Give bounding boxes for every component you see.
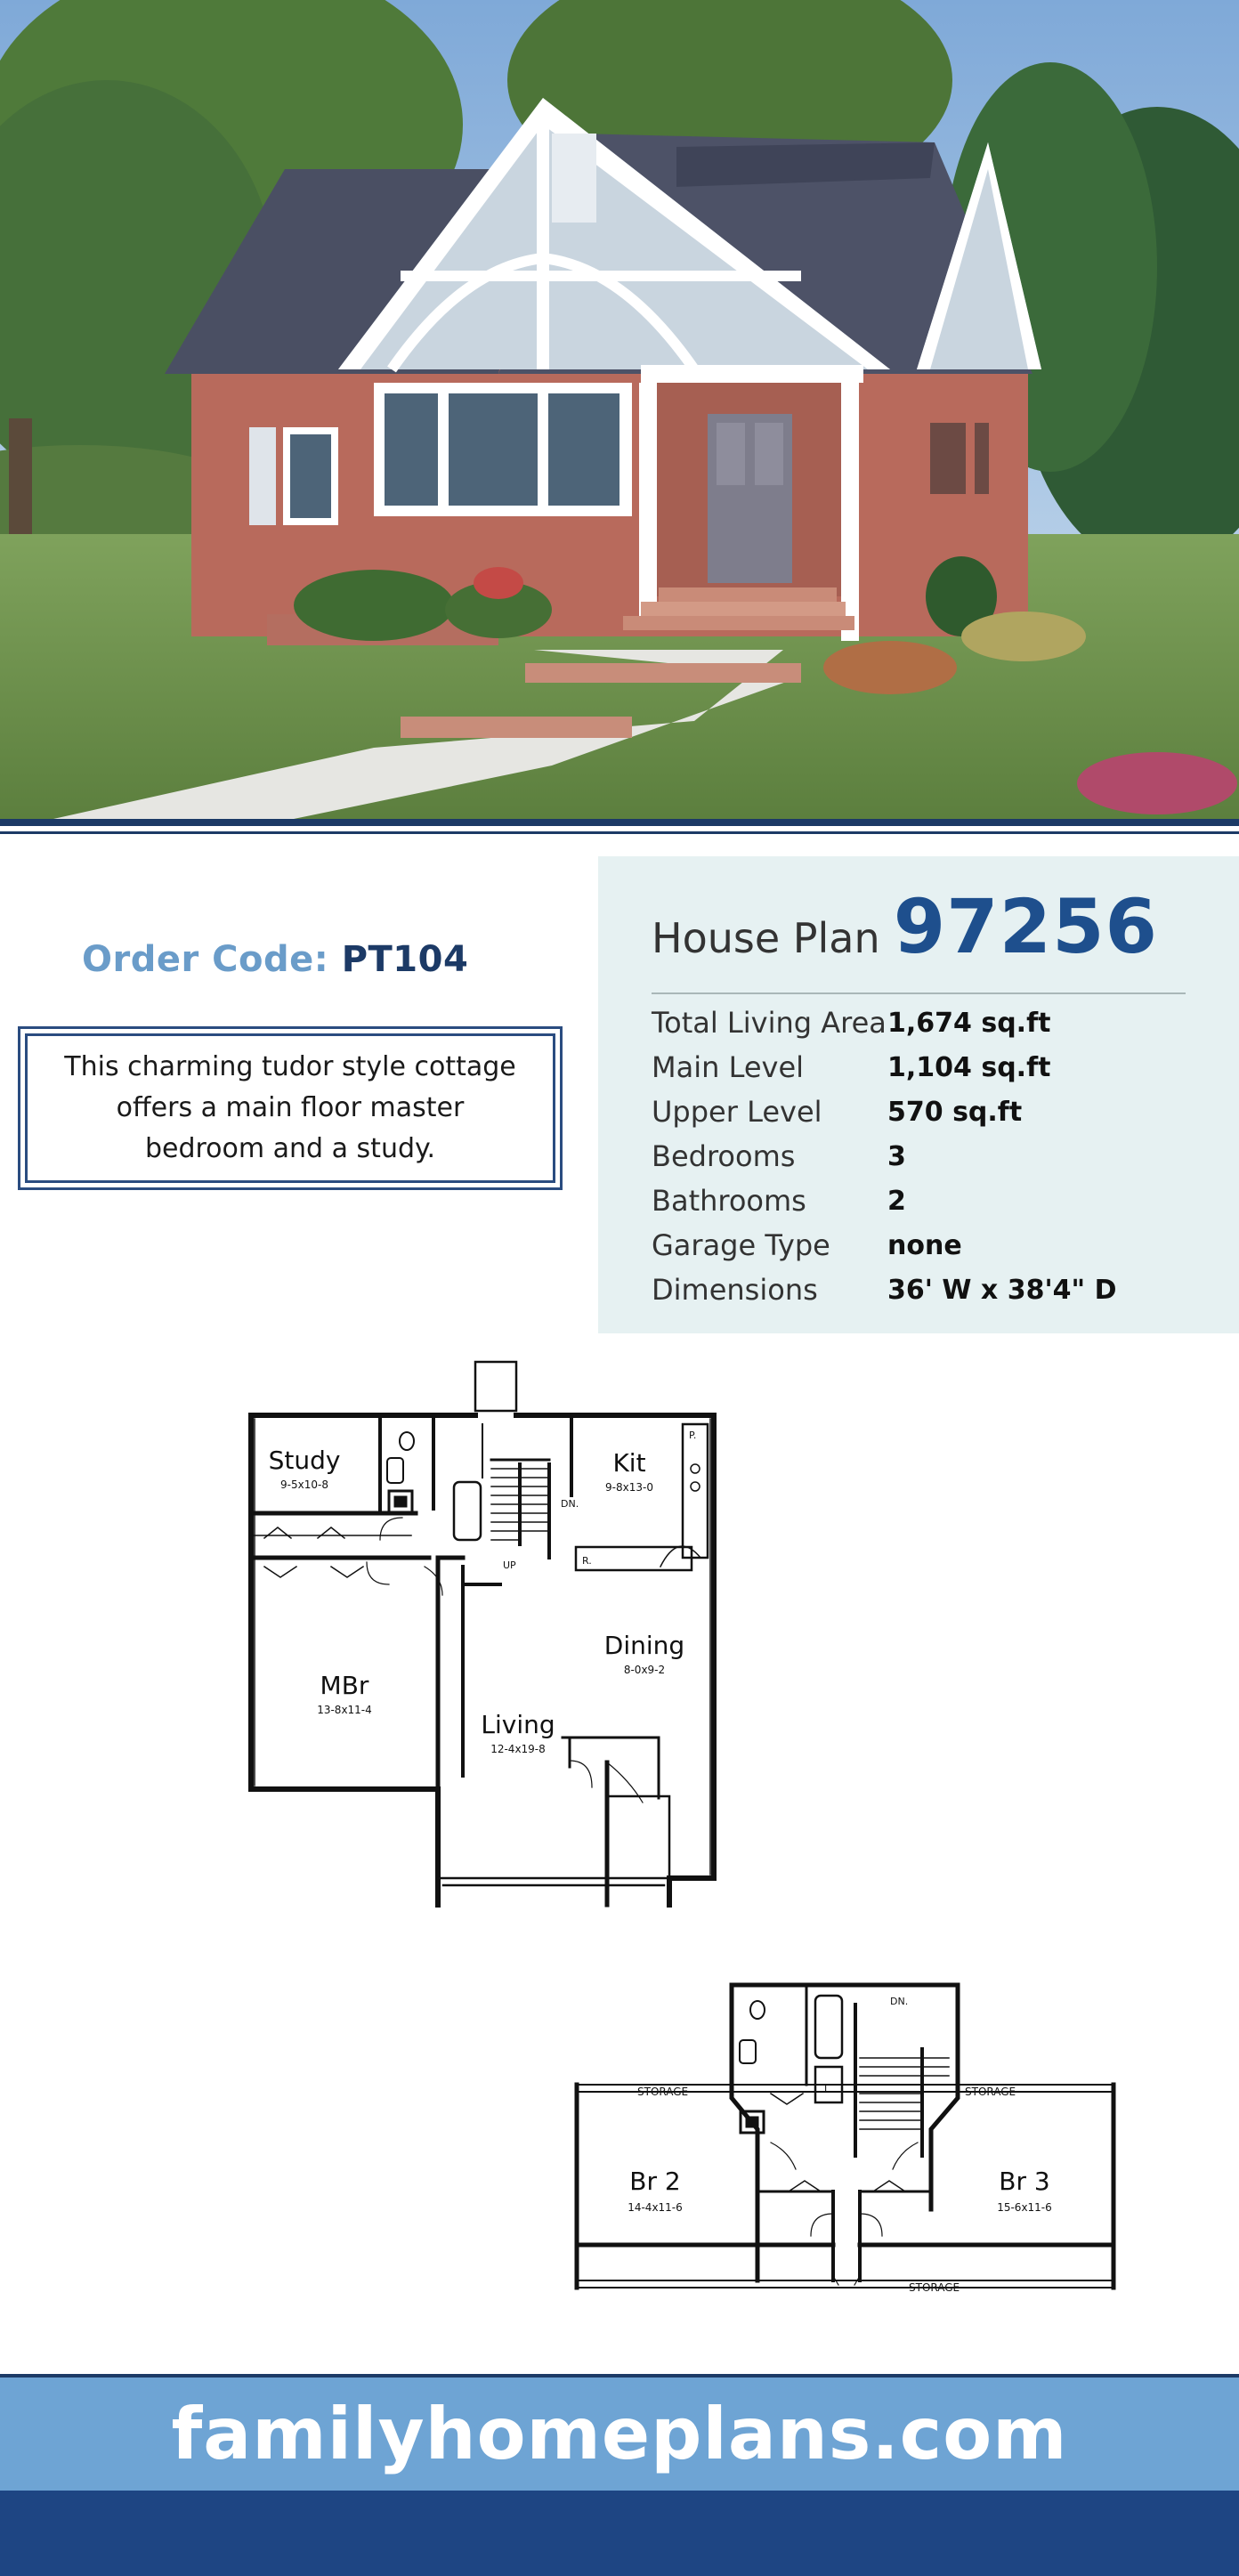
- spec-list: [652, 1000, 1203, 1312]
- fridge-tag: R.: [582, 1555, 592, 1567]
- room-size-dining: 8-0x9-2: [623, 1664, 666, 1676]
- plan-label: House Plan: [652, 914, 880, 962]
- room-label-br2: Br 2: [629, 2167, 681, 2196]
- spec-row: [652, 1268, 1203, 1312]
- spec-value: 1,104 sq.ft: [887, 1051, 1051, 1083]
- room-label-dining: Dining: [603, 1631, 685, 1660]
- house-exterior-render: [0, 0, 1239, 819]
- spec-key: Upper Level: [652, 1095, 822, 1129]
- hero-divider-thin: [0, 831, 1239, 834]
- spec-value: 36' W x 38'4" D: [887, 1274, 1117, 1306]
- spec-key: Bathrooms: [652, 1184, 806, 1218]
- order-code: [82, 939, 545, 980]
- storage-tag-left: STORAGE: [637, 2086, 689, 2098]
- spec-value: 2: [887, 1185, 906, 1217]
- room-label-mbr: MBr: [320, 1671, 369, 1700]
- spec-key: Total Living Area: [652, 1006, 887, 1040]
- room-label-br3: Br 3: [999, 2167, 1050, 2196]
- footer-band: [0, 2378, 1239, 2491]
- spec-key: Garage Type: [652, 1228, 830, 1262]
- room-size-kit: 9-8x13-0: [605, 1481, 653, 1494]
- spec-value: 570 sq.ft: [887, 1096, 1023, 1128]
- spec-key: Bedrooms: [652, 1139, 796, 1173]
- spec-row: [652, 1179, 1203, 1223]
- room-size-living: 12-4x19-8: [490, 1743, 546, 1755]
- spec-value: 3: [887, 1140, 906, 1172]
- spec-row: [652, 1045, 1203, 1090]
- footer-bottom-bar: [0, 2491, 1239, 2576]
- spec-row: [652, 1000, 1203, 1045]
- spec-row: [652, 1134, 1203, 1179]
- description-box: [18, 1026, 563, 1190]
- storage-tag-right: STORAGE: [965, 2086, 1016, 2098]
- plan-specs-panel: [598, 856, 1239, 1333]
- room-size-br3: 15-6x11-6: [997, 2201, 1052, 2214]
- spec-divider: [652, 992, 1186, 994]
- stair-down-tag: DN.: [561, 1498, 579, 1510]
- room-size-mbr: 13-8x11-4: [317, 1704, 372, 1716]
- storage-tag-bottom: STORAGE: [909, 2281, 960, 2294]
- hero-divider-thick: [0, 819, 1239, 826]
- room-size-study: 9-5x10-8: [280, 1478, 328, 1491]
- plan-heading: [652, 883, 1158, 970]
- pantry-tag: P.: [689, 1430, 697, 1441]
- stair-down-tag: DN.: [890, 1996, 909, 2007]
- stair-up-tag: UP: [503, 1559, 516, 1571]
- order-code-value: PT104: [341, 939, 469, 980]
- plan-number: 97256: [893, 883, 1158, 970]
- spec-row: [652, 1090, 1203, 1134]
- description-text: This charming tudor style cottage offers a main floor master bedroom and a study.: [25, 1033, 555, 1183]
- spec-key: Dimensions: [652, 1273, 818, 1307]
- room-size-br2: 14-4x11-6: [628, 2201, 683, 2214]
- spec-value: none: [887, 1229, 962, 1261]
- spec-key: Main Level: [652, 1050, 805, 1084]
- room-label-study: Study: [268, 1446, 341, 1475]
- spec-row: [652, 1223, 1203, 1268]
- room-label-living: Living: [481, 1710, 555, 1739]
- site-url: familyhomeplans.com: [171, 2393, 1068, 2475]
- upper-floor-plan: [566, 1978, 1127, 2325]
- order-code-label: Order Code:: [82, 939, 329, 980]
- main-floor-plan: [233, 1353, 732, 1923]
- spec-value: 1,674 sq.ft: [887, 1007, 1051, 1039]
- room-label-kit: Kit: [612, 1448, 646, 1478]
- linen-tag: L: [824, 2083, 830, 2094]
